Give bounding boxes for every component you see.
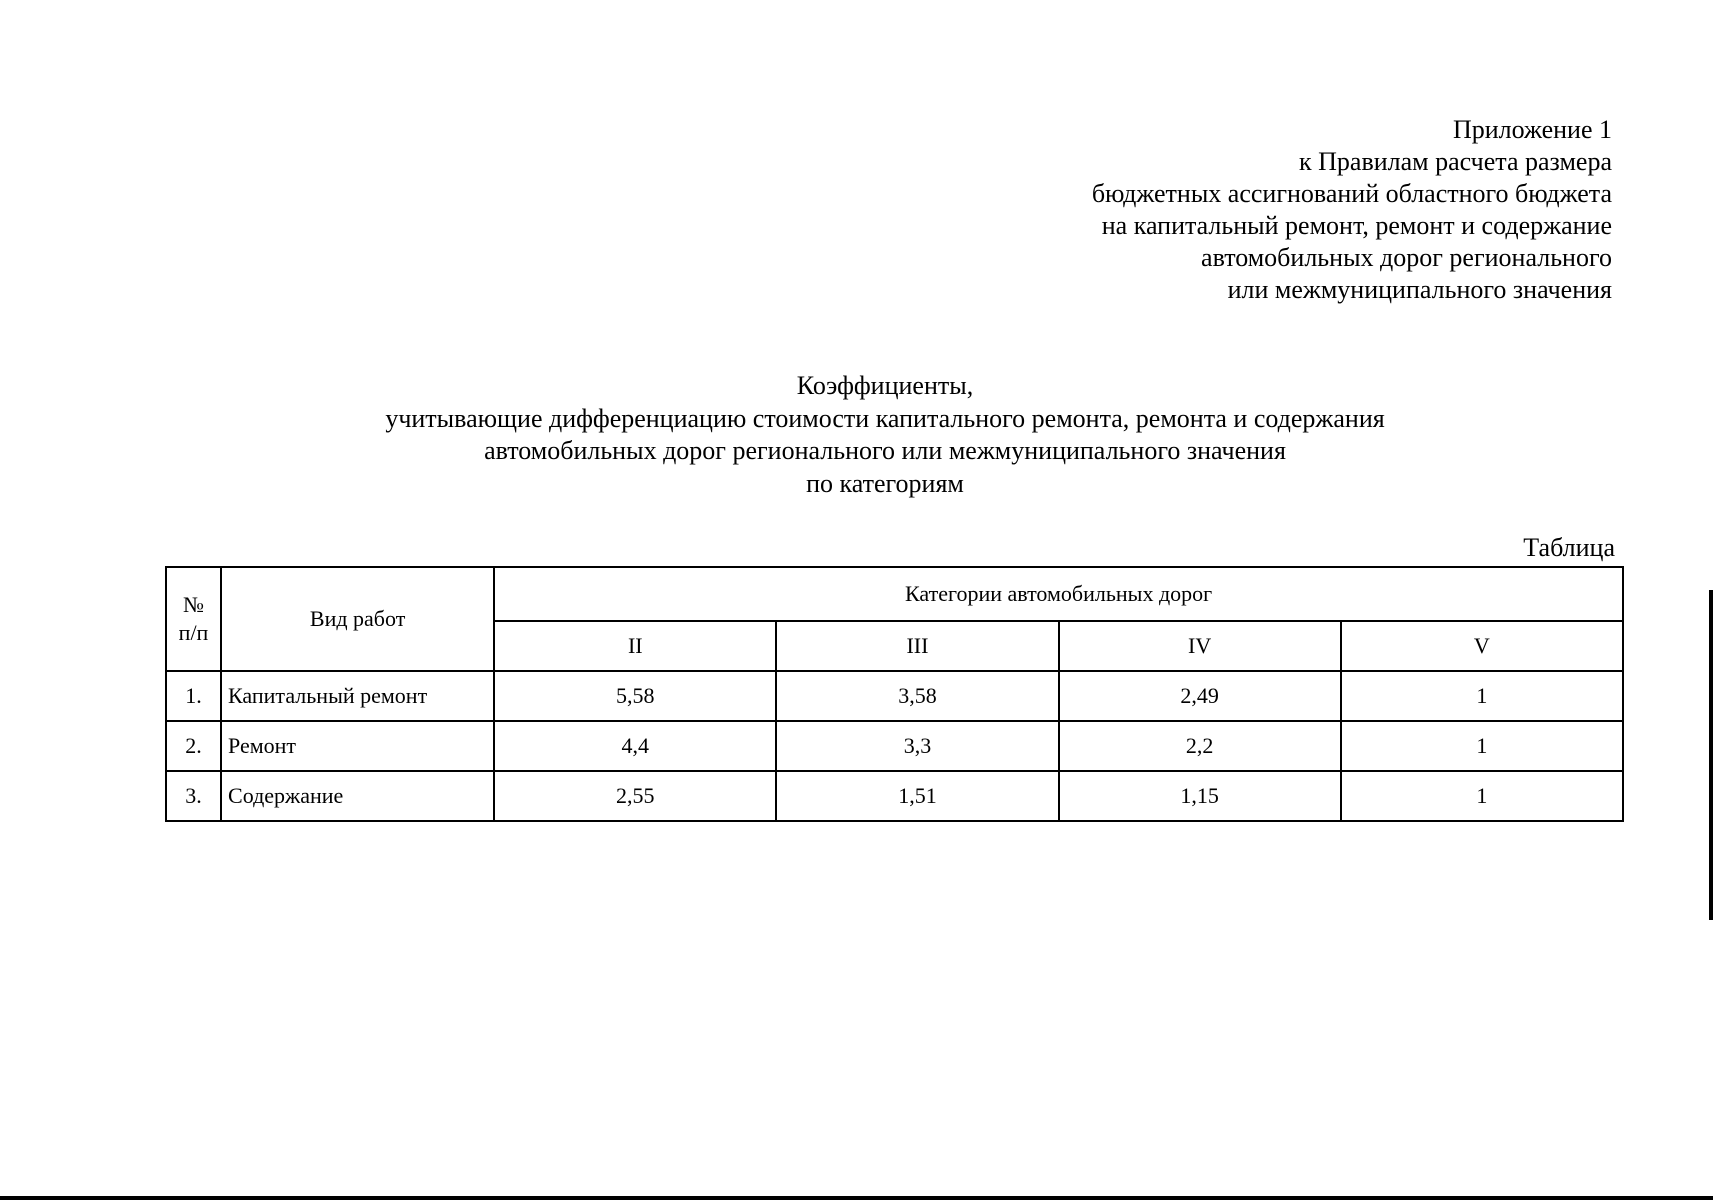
num-header-line1: № <box>183 592 205 617</box>
row-work-type: Ремонт <box>221 721 494 771</box>
row-value: 2,49 <box>1059 671 1341 721</box>
title-line: по категориям <box>806 468 964 498</box>
appendix-line: Приложение 1 <box>1452 115 1612 144</box>
table-caption: Таблица <box>1523 533 1615 562</box>
table-row <box>166 771 1623 821</box>
category-header-ii: II <box>494 621 776 671</box>
title-line: Коэффициенты, <box>796 371 974 400</box>
row-value: 1 <box>1341 671 1623 721</box>
appendix-line: бюджетных ассигнований областного бюджета <box>1091 179 1612 208</box>
row-value: 2,55 <box>494 771 776 821</box>
row-num: 2. <box>166 721 221 771</box>
table-row <box>166 721 1623 771</box>
appendix-header <box>1092 114 1612 306</box>
row-value: 3,3 <box>776 721 1058 771</box>
appendix-line: на капитальный ремонт, ремонт и содержание <box>1101 211 1612 240</box>
title-line: учитывающие дифференциацию стоимости капитального ремонта, ремонта и содержания <box>385 403 1385 433</box>
appendix-line: автомобильных дорог регионального <box>1201 243 1612 272</box>
row-value: 2,2 <box>1059 721 1341 771</box>
num-column-header <box>166 567 221 671</box>
row-value: 1,15 <box>1059 771 1341 821</box>
work-type-header: Вид работ <box>221 567 494 671</box>
table-header-row <box>166 567 1623 621</box>
row-value: 1 <box>1341 771 1623 821</box>
row-value: 1 <box>1341 721 1623 771</box>
row-work-type: Содержание <box>221 771 494 821</box>
appendix-line: к Правилам расчета размера <box>1299 147 1612 176</box>
scan-bottom-edge <box>0 1196 1713 1200</box>
num-header-line2: п/п <box>178 620 209 645</box>
row-work-type: Капитальный ремонт <box>221 671 494 721</box>
categories-header: Категории автомобильных дорог <box>494 567 1623 621</box>
title-line: автомобильных дорог регионального или межмуниципального значения <box>484 436 1286 465</box>
appendix-line: или межмуниципального значения <box>1227 275 1612 304</box>
row-value: 4,4 <box>494 721 776 771</box>
table-row <box>166 671 1623 721</box>
row-num: 1. <box>166 671 221 721</box>
category-header-iii: III <box>776 621 1058 671</box>
scan-edge-mark <box>1709 590 1713 920</box>
category-header-v: V <box>1341 621 1623 671</box>
row-value: 3,58 <box>776 671 1058 721</box>
coefficients-table <box>165 566 1624 822</box>
document-title <box>0 370 1713 500</box>
row-num: 3. <box>166 771 221 821</box>
category-header-iv: IV <box>1059 621 1341 671</box>
row-value: 1,51 <box>776 771 1058 821</box>
row-value: 5,58 <box>494 671 776 721</box>
